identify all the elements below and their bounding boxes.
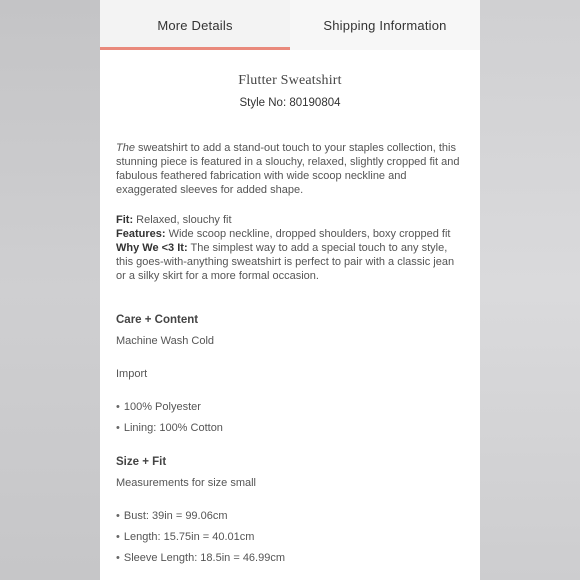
spec-label: Fit: (116, 214, 134, 226)
active-tab-indicator (100, 47, 290, 50)
care-content-heading: Care + Content (116, 314, 199, 326)
description-text: sweatshirt to add a stand-out touch to your staples collection, this stunning piece is featured in a slouchy, relaxed, slightly cropped fit and fabulous feathered fabrication with wide scoop neckline and exaggerated sleeves for added shape. (116, 142, 460, 196)
tab-bar (100, 0, 480, 50)
spec-why-we-love-it (116, 241, 464, 283)
product-title: Flutter Sweatshirt (238, 73, 342, 88)
spec-value: Relaxed, slouchy fit (133, 214, 232, 226)
product-description (116, 141, 464, 197)
list-item: • Length: 15.75in = 40.01cm (116, 531, 464, 543)
spec-label: Features: (116, 228, 166, 240)
tab-shipping-information[interactable]: Shipping Information (323, 17, 447, 33)
spec-fit (116, 213, 464, 227)
list-item: • Bust: 39in = 99.06cm (116, 510, 464, 522)
list-item: • Lining: 100% Cotton (116, 422, 464, 434)
measurements-list (116, 510, 464, 564)
details-content (100, 141, 480, 564)
care-origin: Import (116, 368, 148, 380)
spec-value: The simplest way to add a special touch to any style, this goes-with-anything sweatshirt is perfect to pair with a classic jean or a silky skirt for a more formal occasion. (116, 242, 455, 282)
spec-features (116, 227, 464, 241)
description-lead: The (116, 142, 135, 154)
list-item: • 100% Polyester (116, 401, 464, 413)
spec-value: Wide scoop neckline, dropped shoulders, boxy cropped fit (165, 228, 451, 240)
style-number: Style No: 80190804 (239, 97, 341, 109)
spec-label: Why We <3 It: (116, 242, 188, 254)
background-left (0, 0, 100, 580)
spec-list (116, 213, 464, 283)
materials-list (116, 401, 464, 434)
list-item: • Sleeve Length: 18.5in = 46.99cm (116, 552, 464, 564)
size-fit-heading: Size + Fit (116, 456, 167, 468)
background-right (480, 0, 580, 580)
size-note: Measurements for size small (116, 477, 256, 489)
product-details-panel (100, 0, 480, 580)
care-wash: Machine Wash Cold (116, 335, 215, 347)
tab-more-details[interactable]: More Details (100, 0, 290, 50)
